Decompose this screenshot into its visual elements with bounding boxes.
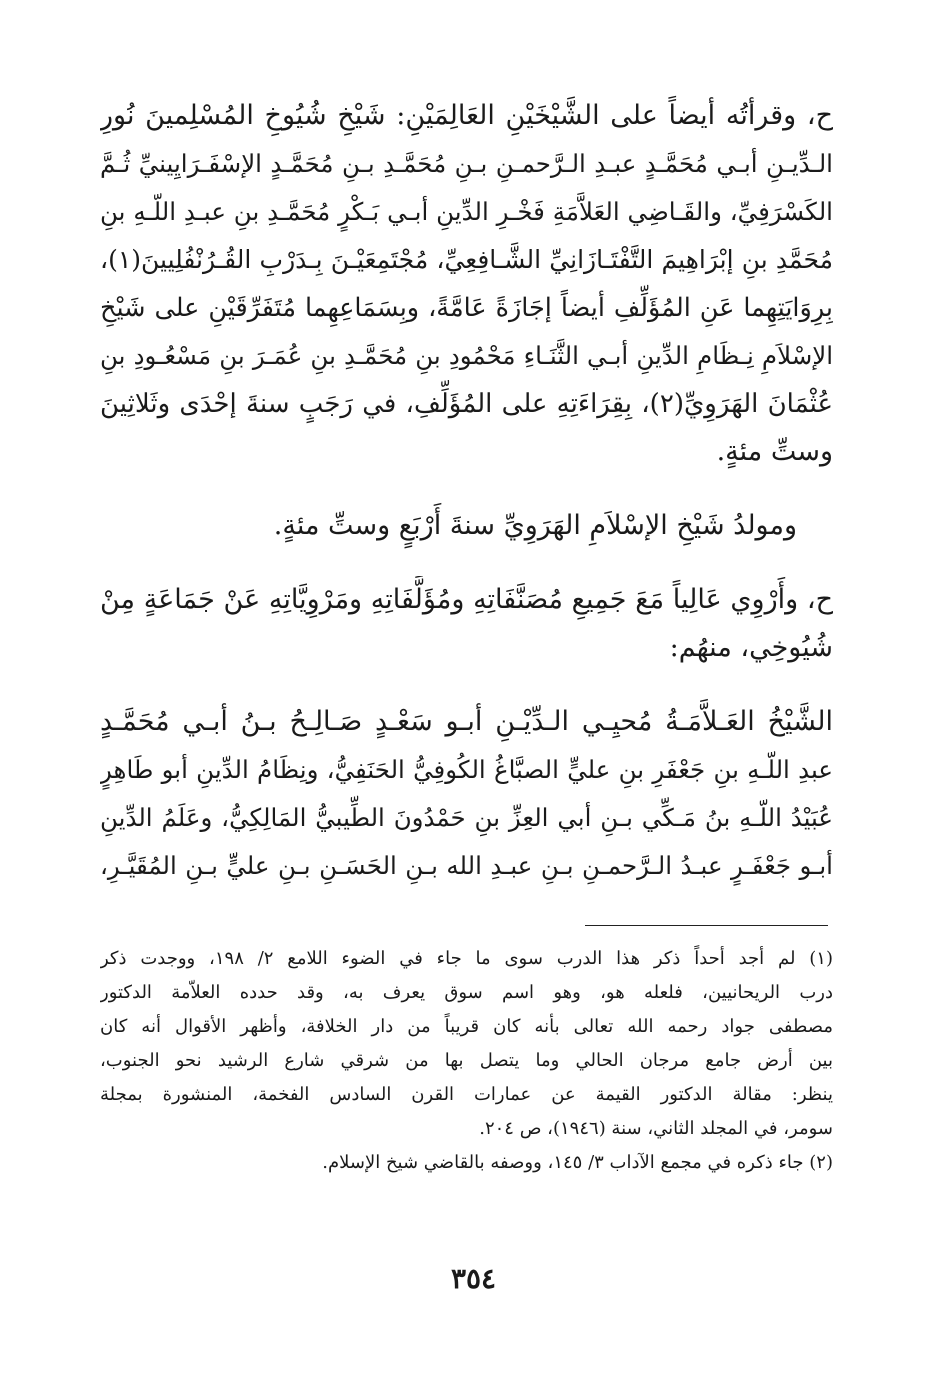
text-line: عُثْمَانَ الهَرَوِيِّ(٢)، بِقِرَاءَتِهِ على المُؤَلِّفِ، في رَجَبٍ سنةَ إحْدَى وثَلاثِينَ (100, 389, 833, 419)
page-number: ٣٥٤ (450, 1262, 497, 1295)
text-line: ح، وأَرْوِي عَالِياً مَعَ جَمِيعِ مُصَنَّفَاتِهِ ومُؤَلَّفَاتِهِ ومَرْوِيَّاتِهِ عَنْ جَمَاعَةٍ مِنْ (100, 584, 833, 615)
footnote-line: درب الريحانيين، فلعله هو، وهو اسم سوق يعرف به، وقد حدده العلاّمة الدكتور (100, 982, 833, 1003)
main-text (100, 92, 833, 890)
paragraph-4 (100, 698, 833, 890)
text-line: الإسْلاَمِ نِـظَامِ الدِّينِ أبـي الثَّنَـاءِ مَحْمُودِ بنِ مُحَمَّـدِ بنِ عُمَـرَ بنِ مَسْعُـودِ بنِ (100, 341, 833, 370)
footnote-2 (100, 1146, 833, 1180)
footnote-1 (100, 942, 833, 1146)
footnote-line: بين أرض جامع مرجان الحالي وما يتصل بها من شرقي شارع الرشيد نحو الجنوب، (100, 1050, 833, 1071)
footnote-line: سومر، في المجلد الثاني، سنة (١٩٤٦)، ص ٢٠٤. (479, 1118, 833, 1139)
footnote-line: مصطفى جواد رحمه الله تعالى بأنه كان قريباً من دار الخلافة، وأظهر الأقوال أنه كان (100, 1016, 833, 1037)
text-line: شُيُوخِي، منهُم: (669, 632, 833, 663)
footnote-separator (585, 925, 828, 926)
footnote-line: (٢) جاء ذكره في مجمع الآداب ٣/ ١٤٥، ووصفه بالقاضي شيخ الإسلام. (322, 1152, 833, 1173)
text-line: عُبَيْدُ اللّـهِ بنُ مَـكِّي بـنِ أبي العِزِّ بنِ حَمْدُونَ الطِّيبيُّ المَالِكِيُّ، وعَلَمُ الدِّينِ (100, 803, 833, 832)
text-line: بِرِوَايَتِهِما عَنِ المُؤَلِّفِ أيضاً إجَازَةً عَامَّةً، وبِسَمَاعِهِما مُتَفَرِّقَيْنِ على شَيْخِ (100, 293, 833, 323)
footnote-line: (١) لم أجد أحداً ذكر هذا الدرب سوى ما جاء في الضوء اللامع ٢/ ١٩٨، ووجدت ذكر (100, 948, 833, 969)
text-line: عبدِ اللّـهِ بنِ جَعْفَرِ بنِ عليٍّ الصبَّاغُ الكُوفِيُّ الحَنَفِيُّ، ونِظَامُ الدِّينِ أبو طَاهِرٍ (100, 755, 833, 784)
paragraph-2 (100, 502, 833, 550)
text-line: وستِّ مئةٍ. (716, 436, 833, 467)
paragraph-gap (100, 550, 833, 576)
paragraph-3 (100, 576, 833, 672)
footnotes (100, 942, 833, 1180)
paragraph-gap (100, 672, 833, 698)
text-line: ح، وقرأتُه أيضاً على الشَّيْخَيْنِ العَالِمَيْنِ: شَيْخِ شُيُوخِ المُسْلِمينَ نُورِ (100, 100, 833, 131)
text-line: الكَسْرَفِيِّ، والقَـاضِي العَلاَّمَةِ فَخْـرِ الدِّينِ أبـي بَـكْرٍ مُحَمَّـدِ بنِ عبـدِ اللّـهِ بنِ (100, 197, 833, 226)
text-line: أبـو جَعْفَـرٍ عبـدُ الـرَّحمـنِ بـنِ عبـدِ الله بـنِ الحَسَـنِ بـنِ عليٍّ بـنِ المُقَيَّـرِ، (100, 851, 833, 880)
text-line: ومولدُ شَيْخِ الإسْلاَمِ الهَرَوِيِّ سنةَ أَرْبَعٍ وستِّ مئةٍ. (273, 510, 797, 541)
paragraph-1 (100, 92, 833, 476)
text-line: مُحَمَّدِ بنِ إبْرَاهِيمَ التَّفْتَـازَانِيِّ الشَّـافِعِيِّ، مُجْتَمِعَيْـنَ بِـدَرْبِ القُـرُنْفُلِيينَ(١)، (100, 245, 833, 274)
footnote-line: ينظر: مقالة الدكتور القيمة عن عمارات القرن السادس الفخمة، المنشورة بمجلة (100, 1084, 833, 1105)
text-line: الشَّيْخُ العَـلاَّمَـةُ مُحيِـي الـدِّيْـنِ أبـو سَعْـدٍ صَـالِـحُ بـنُ أبـي مُحَمَّـدٍ (100, 706, 833, 737)
text-line: الـدِّيـنِ أبـي مُحَمَّـدٍ عبـدِ الـرَّحمـنِ بـنِ مُحَمَّـدِ بـنِ مُحَمَّـدٍ الإسْفَـرَايِينيِّ ثُـمَّ (100, 149, 833, 178)
paragraph-gap (100, 476, 833, 502)
